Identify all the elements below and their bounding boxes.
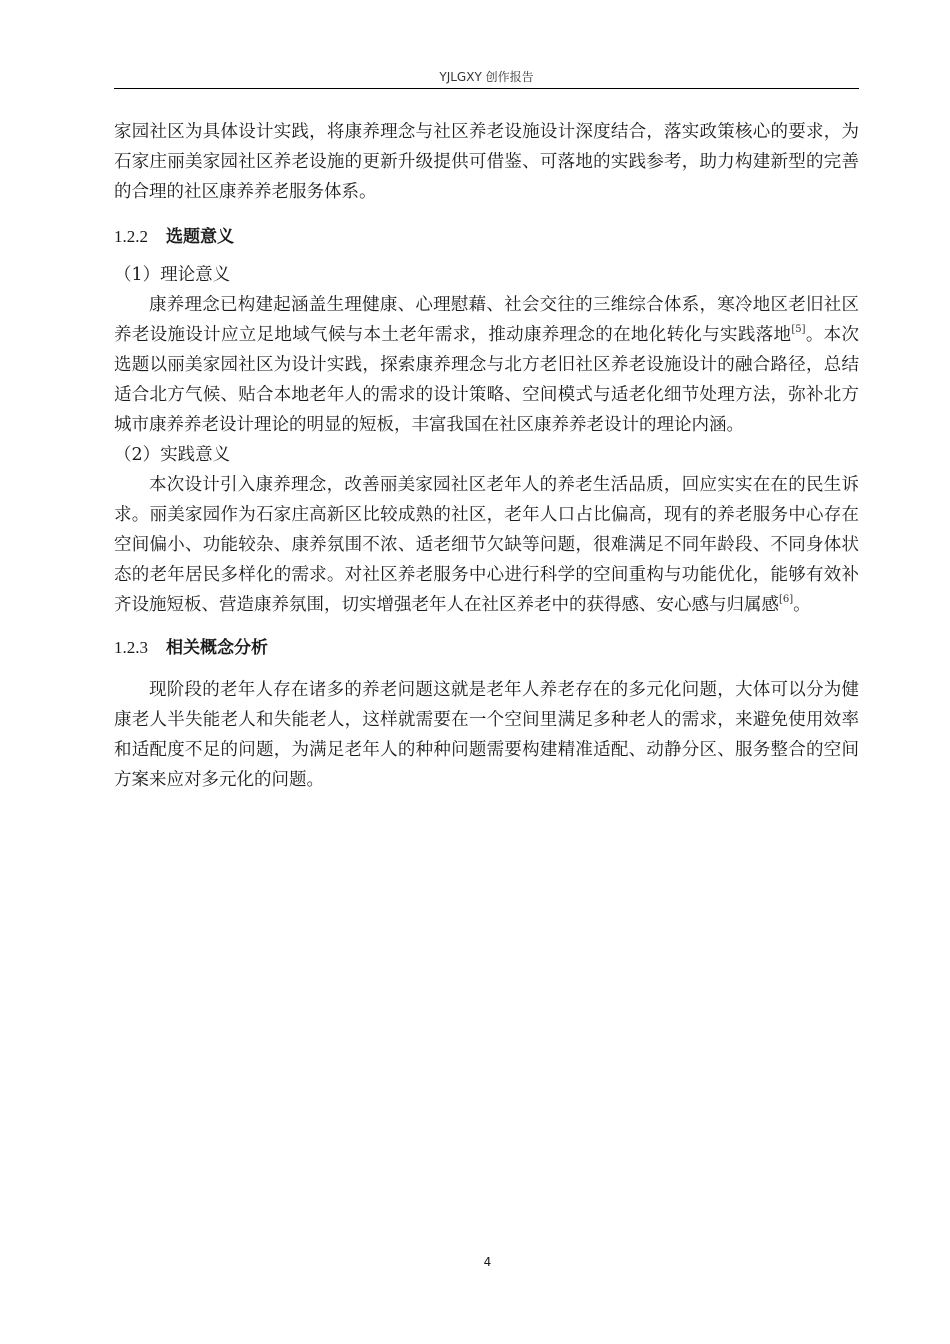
paragraph-text: 康养理念已构建起涵盖生理健康、心理慰藉、社会交往的三维综合体系，寒冷地区老旧社区养老设施设计应立足地域气候与本土老年需求，推动康养理念的在地化转化与实践落地 bbox=[114, 295, 859, 345]
paragraph-text: 。 bbox=[793, 595, 811, 615]
intro-paragraph: 家园社区为具体设计实践，将康养理念与社区养老设施设计深度结合，落实政策核心的要求，为石家庄丽美家园社区养老设施的更新升级提供可借鉴、可落地的实践参考，助力构建新型的完善的合理的社区康养养老服务体系。 bbox=[114, 122, 859, 202]
paragraph-concepts: 现阶段的老年人存在诸多的养老问题这就是老年人养老存在的多元化问题，大体可以分为健康老人半失能老人和失能老人，这样就需要在一个空间里满足多种老人的需求，来避免使用效率和适配度不足的问题，为满足老年人的种种问题需要构建精准适配、动静分区、服务整合的空间方案来应对多元化的问题。 bbox=[114, 680, 859, 790]
header-divider bbox=[114, 88, 859, 89]
section-number: 1.2.3 bbox=[114, 638, 148, 657]
paragraph-theory bbox=[114, 290, 859, 440]
section-title: 相关概念分析 bbox=[166, 638, 268, 658]
citation-5: [5] bbox=[791, 324, 806, 335]
section-title: 选题意义 bbox=[166, 227, 234, 247]
running-header: YJLGXY 创作报告 bbox=[439, 70, 534, 84]
citation-6: [6] bbox=[779, 594, 794, 605]
section-number: 1.2.2 bbox=[114, 227, 148, 246]
subheading-practice: （2）实践意义 bbox=[114, 445, 231, 465]
body-content bbox=[114, 117, 859, 795]
section-heading-1-2-3 bbox=[114, 633, 859, 663]
paragraph-text: 。本次选题以丽美家园社区为设计实践，探索康养理念与北方老旧社区养老设施设计的融合路径，总结适合北方气候、贴合本地老年人的需求的设计策略、空间模式与适老化细节处理方法，弥补北方城市康养养老设计理论的明显的短板，丰富我国在社区康养养老设计的理论内涵。 bbox=[114, 325, 860, 435]
subheading-theory: （1）理论意义 bbox=[114, 265, 231, 285]
section-heading-1-2-2 bbox=[114, 222, 859, 252]
paragraph-practice bbox=[114, 470, 859, 620]
page-number: 4 bbox=[483, 1255, 492, 1269]
paragraph-text: 本次设计引入康养理念，改善丽美家园社区老年人的养老生活品质，回应实实在在的民生诉求。丽美家园作为石家庄高新区比较成熟的社区，老年人口占比偏高，现有的养老服务中心存在空间偏小、功能较杂、康养氛围不浓、适老细节欠缺等问题，很难满足不同年龄段、不同身体状态的老年居民多样化的需求。对社区养老服务中心进行科学的空间重构与功能优化，能够有效补齐设施短板、营造康养氛围，切实增强老年人在社区养老中的获得感、安心感与归属感 bbox=[114, 475, 859, 615]
